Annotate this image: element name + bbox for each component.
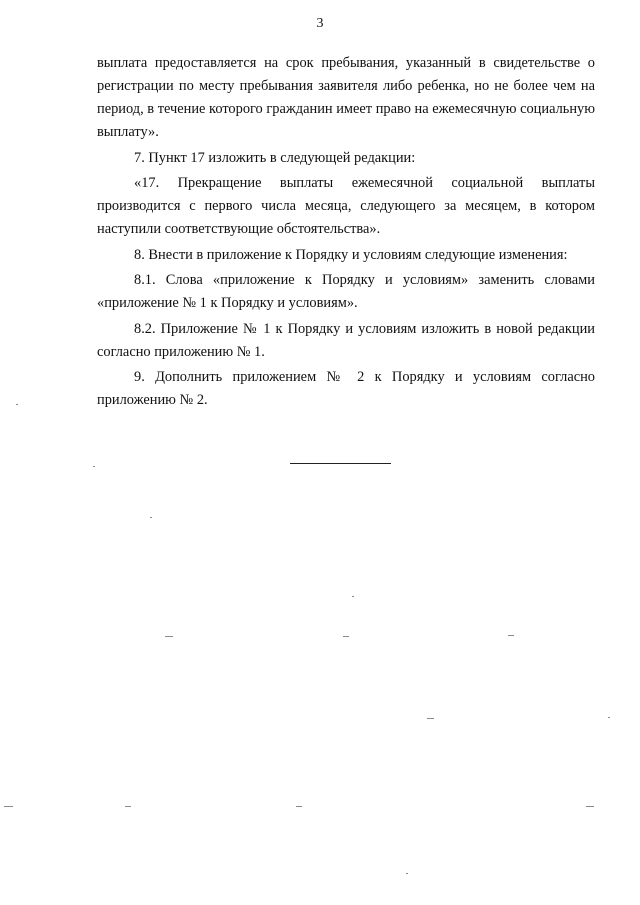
scan-speck bbox=[296, 806, 302, 807]
end-separator-line bbox=[290, 463, 391, 464]
scan-speck bbox=[608, 717, 610, 718]
scan-speck bbox=[508, 635, 514, 636]
paragraph-item-8: 8. Внести в приложение к Порядку и условиям следующие изменения: bbox=[134, 246, 568, 263]
scan-speck bbox=[93, 466, 95, 467]
scan-speck bbox=[16, 404, 18, 405]
scan-speck bbox=[4, 806, 13, 807]
scan-speck bbox=[352, 596, 354, 597]
scan-speck bbox=[343, 636, 349, 637]
paragraph-item-9: 9. Дополнить приложением № 2 к Порядку и условиям согласно приложению № 2. bbox=[97, 369, 595, 408]
document-body bbox=[97, 52, 595, 415]
paragraph-item-8-2: 8.2. Приложение № 1 к Порядку и условиям изложить в новой редакции согласно приложению № 1. bbox=[97, 320, 595, 360]
scan-speck bbox=[406, 873, 408, 874]
scan-speck bbox=[150, 517, 152, 518]
scan-speck bbox=[586, 806, 594, 807]
paragraph-continuation: выплата предоставляется на срок пребывания, указанный в свидетельстве о регистрации по месту пребывания заявителя либо ребенка, но не более чем на период, в течение которого гражданин имеет право на ежемесячную социальную выплату». bbox=[97, 55, 595, 140]
scan-speck bbox=[165, 636, 173, 637]
paragraph-item-7: 7. Пункт 17 изложить в следующей редакции: bbox=[134, 149, 416, 166]
paragraph-item-17-quote: «17. Прекращение выплаты ежемесячной социальной выплаты производится с первого числа месяца, следующего за месяцем, в котором наступили соответствующие обстоятельства». bbox=[97, 175, 595, 237]
page-number: 3 bbox=[316, 16, 324, 31]
paragraph-item-8-1: 8.1. Слова «приложение к Порядку и условиям» заменить словами «приложение № 1 к Порядку и условиям». bbox=[97, 272, 595, 311]
scan-speck bbox=[427, 718, 434, 719]
scan-speck bbox=[125, 806, 131, 807]
